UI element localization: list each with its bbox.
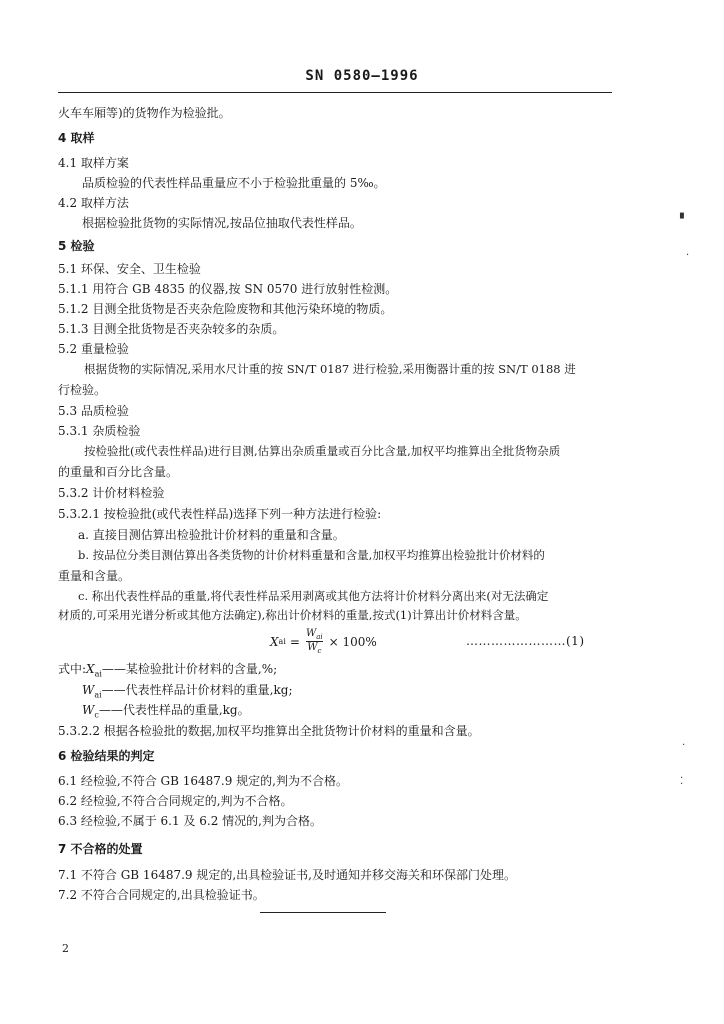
clause-5-3-2-2: 5.3.2.2 根据各检验批的数据,加权平均推算出全批货物计价材料的重量和含量。: [58, 724, 480, 738]
where-label: 式中:: [58, 662, 87, 676]
symbol-wa-desc: ——代表性样品计价材料的重量,kg;: [101, 683, 293, 697]
formula-lhs-sub: ai: [278, 637, 286, 646]
subsection-heading-5-1: 5.1 环保、安全、卫生检验: [58, 262, 201, 276]
clause-5-3-2-1: 5.3.2.1 按检验批(或代表性样品)选择下列一种方法进行检验:: [58, 507, 382, 521]
clause-7-2: 7.2 不符合合同规定的,出具检验证书。: [58, 888, 265, 902]
text-line: 火车车厢等)的货物作为检验批。: [58, 106, 231, 120]
scan-mark: ⁚: [680, 776, 684, 787]
where-item-wc: [82, 701, 250, 719]
formula-fraction: [306, 628, 323, 655]
clause-6-2: 6.2 经检验,不符合合同规定的,判为不合格。: [58, 794, 293, 808]
subsection-heading-5-2: 5.2 重量检验: [58, 342, 129, 356]
symbol-wa: W: [82, 683, 95, 697]
text-line: 行检验。: [58, 383, 107, 397]
clause-5-3-1: 5.3.1 杂质检验: [58, 424, 141, 438]
text-line: 按检验批(或代表性样品)进行目测,估算出杂质重量或百分比含量,加权平均推算出全批货物杂质: [84, 444, 561, 458]
clause-7-1: 7.1 不符合 GB 16487.9 规定的,出具检验证书,及时通知并移交海关和环保部门处理。: [58, 868, 517, 882]
clause-5-3-2: 5.3.2 计价材料检验: [58, 486, 165, 500]
text-line: 根据检验批货物的实际情况,按品位抽取代表性样品。: [82, 216, 362, 230]
formula-denominator: W: [307, 642, 318, 653]
header-rule: [58, 92, 612, 93]
formula-equals: =: [289, 634, 300, 649]
page-header: SN 0580—1996: [305, 68, 419, 84]
where-item-wa: [82, 681, 292, 699]
symbol-wc: W: [82, 703, 95, 717]
subsection-heading-4-2: 4.2 取样方法: [58, 196, 129, 210]
equation-1: [270, 628, 377, 655]
list-item-a: a. 直接目测估算出检验批计价材料的重量和含量。: [78, 528, 345, 542]
section-heading-5: 5 检验: [58, 239, 95, 253]
scan-mark: ·: [686, 250, 690, 261]
formula-denominator-sub: c: [317, 647, 322, 655]
formula-numerator-sub: ai: [316, 633, 323, 641]
clause-6-3: 6.3 经检验,不属于 6.1 及 6.2 情况的,判为合格。: [58, 814, 322, 828]
list-item-b: b. 按品位分类目测估算出各类货物的计价材料重量和含量,加权平均推算出检验批计价材料的: [78, 548, 545, 562]
where-block: [58, 660, 277, 678]
section-heading-6: 6 检验结果的判定: [58, 749, 155, 763]
text-line: 重量和含量。: [58, 569, 131, 583]
subsection-heading-4-1: 4.1 取样方案: [58, 156, 129, 170]
scan-mark: ·: [682, 740, 686, 751]
end-rule: [260, 912, 386, 913]
formula-lhs: X: [270, 634, 279, 649]
text-line-continuation: 材质的,可采用光谱分析或其他方法确定),称出计价材料的重量,按式(1)计算出计价材料含量。: [58, 608, 527, 622]
page-number: 2: [62, 942, 69, 955]
symbol-wc-desc: ——代表性样品的重量,kg。: [98, 703, 250, 717]
subsection-heading-5-3: 5.3 品质检验: [58, 404, 129, 418]
section-heading-4: 4 取样: [58, 131, 95, 145]
formula-numerator: W: [305, 628, 317, 639]
formula-factor: × 100%: [328, 634, 377, 649]
text-line: 的重量和百分比含量。: [58, 465, 179, 479]
text-line: 根据货物的实际情况,采用水尺计重的按 SN/T 0187 进行检验,采用衡器计重的按 SN/T 0188 进: [84, 362, 576, 376]
list-item-c: c. 称出代表性样品的重量,将代表性样品采用剥离或其他方法将计价材料分离出来(对无法确定: [78, 589, 549, 603]
symbol-wc-sub: c: [94, 710, 99, 720]
symbol-wa-sub: ai: [94, 690, 102, 700]
text-line: 品质检验的代表性样品重量应不小于检验批重量的 5‰。: [82, 176, 386, 190]
clause-5-1-3: 5.1.3 目测全批货物是否夹杂较多的杂质。: [58, 322, 285, 336]
scan-mark: ▘: [680, 214, 688, 225]
clause-5-1-1: 5.1.1 用符合 GB 4835 的仪器,按 SN 0570 进行放射性检测。: [58, 282, 398, 296]
equation-number: ……………………(1): [466, 634, 585, 648]
symbol-xa: X: [86, 662, 95, 676]
symbol-xa-desc: ——某检验批计价材料的含量,%;: [101, 662, 278, 676]
clause-5-1-2: 5.1.2 目测全批货物是否夹杂危险废物和其他污染环境的物质。: [58, 302, 393, 316]
symbol-xa-sub: ai: [94, 669, 102, 679]
section-heading-7: 7 不合格的处置: [58, 842, 143, 856]
clause-6-1: 6.1 经检验,不符合 GB 16487.9 规定的,判为不合格。: [58, 774, 348, 788]
